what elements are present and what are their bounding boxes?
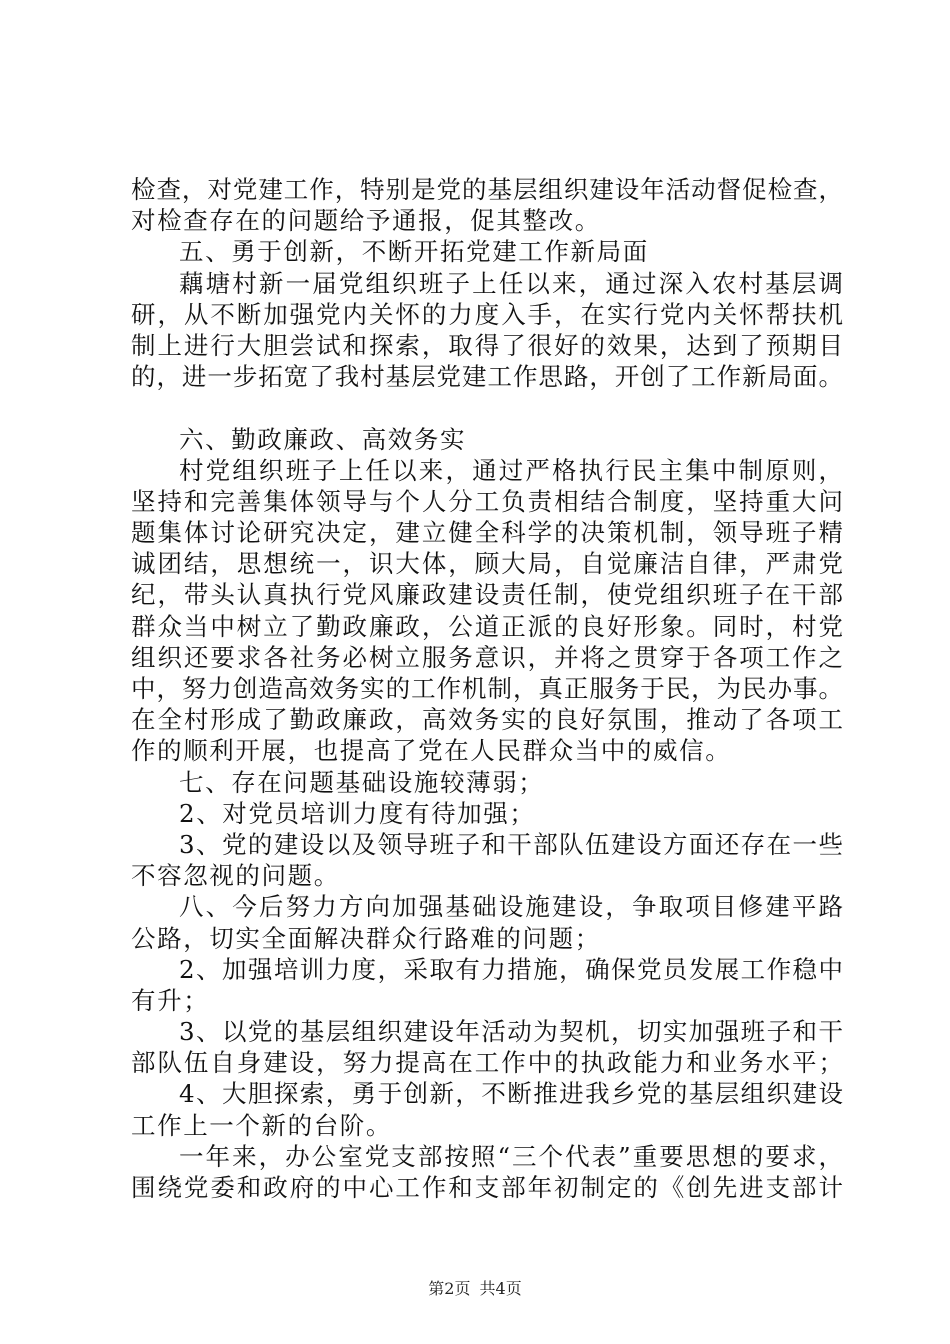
section-heading: 八、今后努力方向加强基础设施建设，争取项目修建平路 — [179, 892, 843, 922]
text-line: 纪，带头认真执行党风廉政建设责任制，使党组织班子在干部 — [131, 580, 843, 610]
blank-line — [131, 392, 843, 423]
text-line: 组织还要求各社务必树立服务意识，并将之贯穿于各项工作之 — [131, 642, 843, 672]
text-line: 研，从不断加强党内关怀的力度入手，在实行党内关怀帮扶机 — [131, 299, 843, 329]
list-item: 2、加强培训力度，采取有力措施，确保党员发展工作稳中 — [179, 954, 843, 984]
page-number: 第2页 — [428, 1279, 471, 1298]
text-line: 工作上一个新的台阶。 — [131, 1110, 392, 1140]
text-line: 一年来，办公室党支部按照“三个代表”重要思想的要求， — [179, 1141, 843, 1171]
text-line: 的，进一步拓宽了我村基层党建工作思路，开创了工作新局面。 — [131, 362, 843, 392]
section-heading: 七、存在问题基础设施较薄弱； — [179, 767, 545, 797]
list-item: 3、党的建设以及领导班子和干部队伍建设方面还存在一些 — [179, 829, 843, 859]
text-line: 作的顺利开展，也提高了党在人民群众当中的威信。 — [131, 736, 732, 766]
list-item: 3、以党的基层组织建设年活动为契机，切实加强班子和干 — [179, 1017, 843, 1047]
text-line: 在全村形成了勤政廉政，高效务实的良好氛围，推动了各项工 — [131, 705, 843, 735]
text-line: 不容忽视的问题。 — [131, 861, 340, 891]
list-item: 4、大胆探索，勇于创新，不断推进我乡党的基层组织建设 — [179, 1079, 843, 1109]
text-line: 有升； — [131, 985, 210, 1015]
section-heading: 五、勇于创新，不断开拓党建工作新局面 — [179, 237, 649, 267]
text-line: 检查，对党建工作，特别是党的基层组织建设年活动督促检查， — [131, 175, 843, 204]
text-line: 诚团结，思想统一，识大体，顾大局，自觉廉洁自律，严肃党 — [131, 549, 843, 579]
section-heading: 六、勤政廉政、高效务实 — [179, 424, 467, 454]
text-line: 群众当中树立了勤政廉政，公道正派的良好形象。同时，村党 — [131, 611, 843, 641]
text-line: 公路，切实全面解决群众行路难的问题； — [131, 923, 601, 953]
text-line: 藕塘村新一届党组织班子上任以来，通过深入农村基层调 — [179, 268, 843, 298]
text-line: 村党组织班子上任以来，通过严格执行民主集中制原则， — [179, 455, 843, 485]
list-item: 2、对党员培训力度有待加强； — [179, 798, 536, 828]
page-total: 共4页 — [479, 1279, 522, 1298]
text-line: 围绕党委和政府的中心工作和支部年初制定的《创先进支部计 — [131, 1173, 843, 1202]
document-body — [131, 174, 843, 1203]
text-line: 坚持和完善集体领导与个人分工负责相结合制度，坚持重大问 — [131, 486, 843, 516]
text-line: 对检查存在的问题给予通报，促其整改。 — [131, 206, 601, 236]
text-line: 题集体讨论研究决定，建立健全科学的决策机制，领导班子精 — [131, 518, 843, 548]
text-line: 部队伍自身建设，努力提高在工作中的执政能力和业务水平； — [131, 1048, 843, 1078]
text-line: 制上进行大胆尝试和探索，取得了很好的效果，达到了预期目 — [131, 330, 843, 360]
page-footer — [0, 1279, 950, 1299]
text-line: 中，努力创造高效务实的工作机制，真正服务于民，为民办事。 — [131, 674, 843, 703]
